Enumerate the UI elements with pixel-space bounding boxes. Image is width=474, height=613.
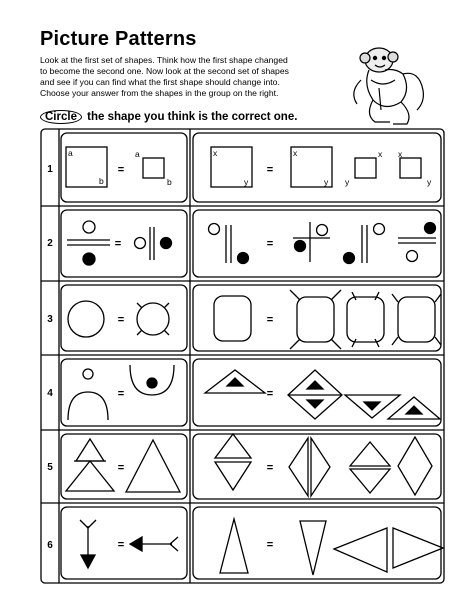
label-b: b	[99, 176, 104, 186]
circle-word: Circle	[40, 110, 82, 124]
label-x: x	[378, 149, 383, 159]
instruction-line: Look at the first set of shapes. Think how the first shape changed	[40, 55, 288, 65]
instruction-line: Choose your answer from the shapes in the group on the right.	[40, 88, 279, 98]
equals-sign: =	[117, 539, 125, 551]
label-a: a	[68, 148, 73, 158]
equals-sign: =	[117, 388, 125, 400]
row-number: 1	[47, 164, 53, 175]
equals-sign: =	[114, 238, 122, 250]
equals-sign: =	[266, 388, 274, 400]
row-number: 3	[47, 314, 53, 325]
equals-sign: =	[266, 164, 274, 176]
label-a: a	[135, 149, 140, 159]
row-number: 4	[47, 388, 53, 399]
instruction-line: and see if you can find what the first shape should change into.	[40, 77, 280, 87]
label-x: x	[293, 148, 298, 158]
equals-sign: =	[266, 314, 274, 326]
answer-small-square[interactable]	[400, 158, 421, 178]
label-x: x	[213, 148, 218, 158]
equals-sign: =	[266, 238, 274, 250]
page-title: Picture Patterns	[40, 28, 197, 50]
circle-instruction-text: the shape you think is the correct one.	[83, 111, 298, 123]
equals-sign: =	[117, 462, 125, 474]
label-b: b	[167, 177, 172, 187]
label-y: y	[427, 177, 432, 187]
label-y: y	[324, 177, 329, 187]
label-y: y	[244, 177, 249, 187]
row-number: 2	[47, 238, 53, 249]
small-square-shape	[143, 158, 164, 178]
equals-sign: =	[117, 164, 125, 176]
row-number: 5	[47, 462, 53, 473]
equals-sign: =	[117, 314, 125, 326]
equals-sign: =	[266, 539, 274, 551]
answer-small-square[interactable]	[355, 158, 376, 178]
label-x: x	[398, 149, 403, 159]
instruction-line: to become the second one. Now look at the second set of shapes	[40, 66, 289, 76]
equals-sign: =	[266, 462, 274, 474]
row-number: 6	[47, 540, 53, 551]
label-y: y	[345, 177, 350, 187]
